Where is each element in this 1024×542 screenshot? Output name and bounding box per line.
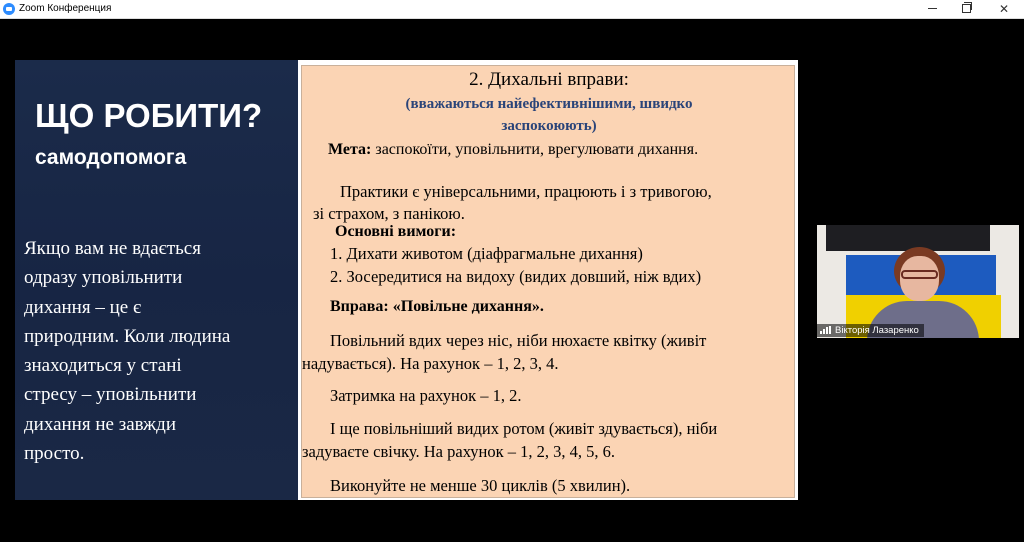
subheading-line-1: (вважаються найефективнішими, швидко (405, 96, 693, 112)
signal-strength-icon (820, 326, 832, 334)
exhale-line-2: задуваєте свічку. На рахунок – 1, 2, 3, 4, 5, 6. (302, 442, 616, 461)
left-body-line: дихання – це є (24, 296, 142, 318)
restore-icon (962, 4, 971, 13)
exhale-line-1: І ще повільніший видих ротом (живіт здувається), ніби (330, 419, 718, 438)
content-box (301, 65, 795, 498)
participant-name: Вікторія Лазаренко (835, 325, 919, 336)
hold-line: Затримка на рахунок – 1, 2. (330, 386, 522, 405)
inhale-line-1: Повільний вдих через ніс, ніби нюхаєте квітку (живіт (330, 331, 707, 350)
slide-right-panel (298, 60, 798, 500)
left-body-line: Якщо вам не вдається (24, 238, 201, 259)
minimize-icon (928, 8, 937, 9)
subheading-line-2: заспокоюють) (501, 118, 597, 134)
slide-heading: 2. Дихальні вправи: (469, 69, 629, 90)
close-button[interactable] (984, 0, 1024, 18)
slide-left-subtitle: самодопомога (35, 146, 187, 169)
requirements-label: Основні вимоги: (335, 223, 457, 240)
zoom-app-icon (3, 3, 15, 15)
left-body-line: дихання не завжди (24, 413, 177, 435)
slide-left-title: ЩО РОБИТИ? (35, 97, 263, 134)
left-body-line: знаходиться у стані (24, 355, 182, 377)
left-body-line: просто. (24, 443, 85, 465)
practice-line-2: зі страхом, з панікою. (313, 204, 465, 223)
goal-label: Мета: (328, 141, 372, 158)
participant-glasses (901, 270, 938, 279)
exercise-label: Вправа: «Повільне дихання». (330, 298, 544, 315)
window-title: Zoom Конференция (19, 3, 112, 14)
window-titlebar (0, 0, 1024, 19)
restore-button[interactable] (946, 0, 986, 18)
cycles-line: Виконуйте не менше 30 циклів (5 хвилин). (330, 476, 631, 495)
left-body-line: одразу уповільнити (24, 267, 183, 289)
left-body-line: природним. Коли людина (24, 325, 231, 347)
close-icon: ✕ (998, 2, 1010, 16)
requirement-2: 2. Зосередитися на видоху (видих довший, ніж вдих) (330, 267, 702, 286)
participant-name-label (817, 324, 924, 337)
requirement-1: 1. Дихати животом (діафрагмальне дихання) (330, 244, 643, 263)
shared-screen-slide (15, 60, 798, 500)
slide-left-body (24, 234, 294, 468)
goal-text: заспокоїти, уповільнити, врегулювати дихання. (371, 141, 699, 158)
participant-video-tile[interactable] (817, 225, 1019, 338)
inhale-line-2: надувається). На рахунок – 1, 2, 3, 4. (302, 354, 559, 373)
goal-line (328, 141, 698, 159)
slide-left-panel (15, 60, 298, 500)
slide-subheading (302, 93, 796, 137)
left-body-line: стресу – уповільнити (24, 384, 197, 406)
video-tv-object (826, 225, 990, 251)
practice-line-1: Практики є універсальними, працюють і з тривогою, (340, 182, 712, 201)
